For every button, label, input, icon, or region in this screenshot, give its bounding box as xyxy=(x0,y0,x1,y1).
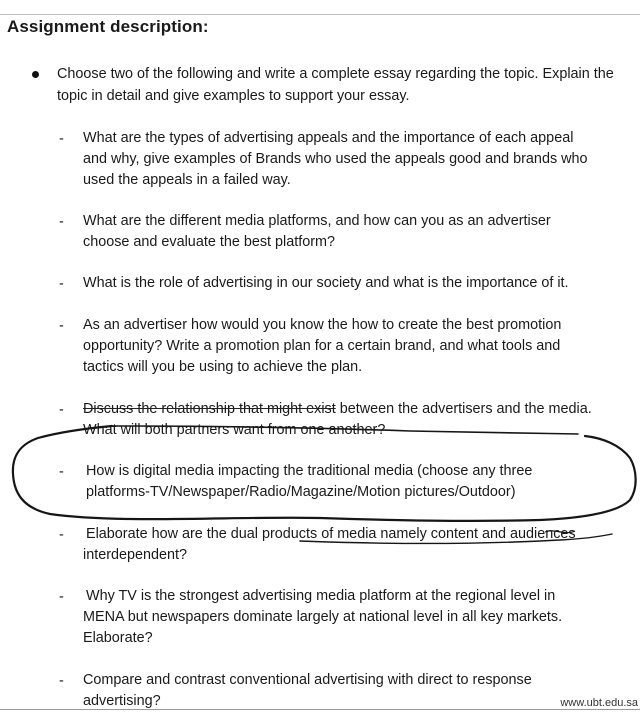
question-item-3 xyxy=(83,273,635,294)
page-title: Assignment description: xyxy=(7,17,209,36)
question-item-6 xyxy=(86,461,638,503)
question-item-9 xyxy=(83,670,635,712)
footer-url: www.ubt.edu.sa xyxy=(560,697,638,709)
question-line: What is the role of advertising in our society and what is the importance of it. xyxy=(83,275,569,291)
question-line: used the appeals in a failed way. xyxy=(83,172,291,188)
question-line: and why, give examples of Brands who used the appeals good and brands who xyxy=(83,151,588,167)
question-line: What will both partners want from one another? xyxy=(83,422,386,438)
question-line: interdependent? xyxy=(83,547,188,563)
question-line: choose and evaluate the best platform? xyxy=(83,234,336,250)
struck-text: Discuss the relationship that might exist xyxy=(83,401,336,417)
question-line: Elaborate how are the dual products of media namely content and audiences xyxy=(86,526,576,542)
question-line: advertising? xyxy=(83,693,161,709)
question-line: opportunity? Write a promotion plan for a certain brand, and what tools and xyxy=(83,338,561,354)
bullet-icon xyxy=(32,71,39,78)
question-line: Elaborate? xyxy=(83,630,153,646)
question-line-rest: between the advertisers and the media. xyxy=(335,401,592,417)
question-line: What are the different media platforms, and how can you as an advertiser xyxy=(83,213,551,229)
dash-marker: - xyxy=(59,402,64,418)
question-line: As an advertiser how would you know the how to create the best promotion xyxy=(83,317,562,333)
dash-marker: - xyxy=(59,589,64,605)
dash-marker: - xyxy=(59,527,64,543)
question-item-1 xyxy=(83,128,635,191)
question-item-2 xyxy=(83,211,635,253)
top-rule xyxy=(0,14,640,15)
intro-text: Choose two of the following and write a complete essay regarding the topic. Explain the topic in detail and give examples to support your essay. xyxy=(57,66,614,104)
dash-marker: - xyxy=(59,214,64,230)
question-line: tactics will you be using to achieve the plan. xyxy=(83,359,363,375)
dash-marker: - xyxy=(59,318,64,334)
dash-marker: - xyxy=(59,673,64,689)
dash-marker: - xyxy=(59,464,64,480)
question-item-7 xyxy=(83,524,638,566)
question-line: MENA but newspapers dominate largely at national level in all key markets. xyxy=(83,609,563,625)
question-line: What are the types of advertising appeals and the importance of each appeal xyxy=(83,130,574,146)
question-item-5 xyxy=(83,399,635,441)
dash-marker: - xyxy=(59,131,64,147)
bottom-rule xyxy=(0,709,640,710)
question-line: Why TV is the strongest advertising media platform at the regional level in xyxy=(86,588,556,604)
question-line xyxy=(83,399,635,420)
question-line: Compare and contrast conventional advertising with direct to response xyxy=(83,672,532,688)
question-line: How is digital media impacting the traditional media (choose any three xyxy=(86,463,533,479)
question-line: platforms-TV/Newspaper/Radio/Magazine/Motion pictures/Outdoor) xyxy=(86,484,516,500)
question-item-4 xyxy=(83,315,635,378)
dash-marker: - xyxy=(59,276,64,292)
question-item-8 xyxy=(83,586,638,649)
